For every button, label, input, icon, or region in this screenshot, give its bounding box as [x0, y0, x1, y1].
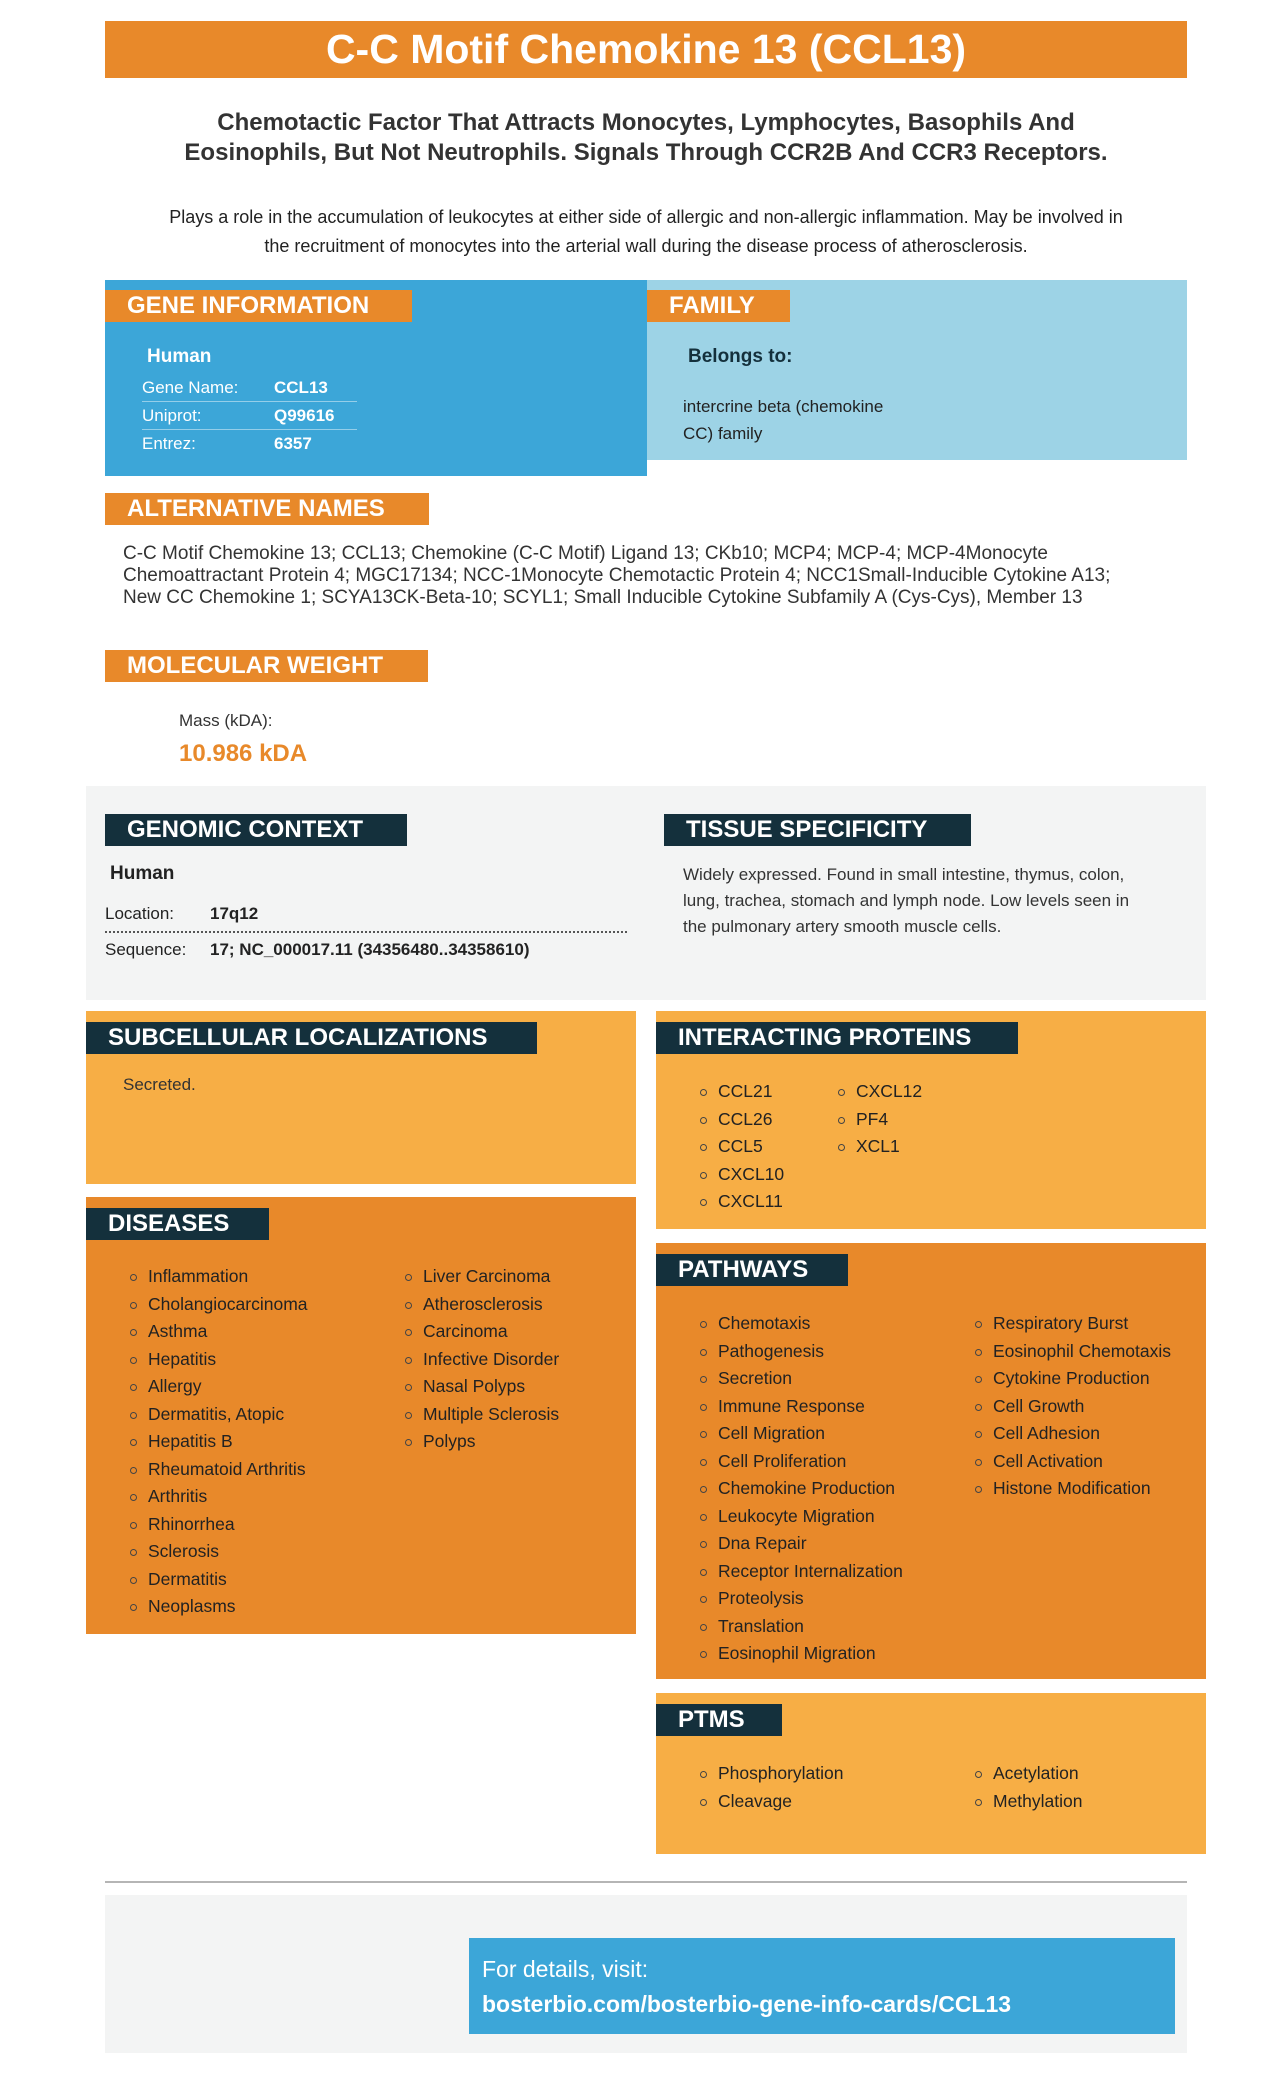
page-title: C-C Motif Chemokine 13 (CCL13) — [105, 21, 1187, 78]
list-item: Neoplasms — [128, 1593, 308, 1621]
list-item: Dermatitis — [128, 1566, 308, 1594]
list-item: Atherosclerosis — [403, 1291, 559, 1319]
genomic-sequence-label: Sequence: — [105, 940, 187, 959]
family-value-line-2: CC) family — [683, 424, 763, 443]
gene-table — [142, 374, 357, 457]
list-item: Rheumatoid Arthritis — [128, 1456, 308, 1484]
list-item: Pathogenesis — [698, 1338, 903, 1366]
alternative-names-line-3: New CC Chemokine 1; SCYA13CK-Beta-10; SCYL1; Small Inducible Cytokine Subfamily A (Cys-Cys), Member 13 — [123, 587, 1083, 608]
ptms-heading: PTMS — [656, 1704, 782, 1736]
list-item: Inflammation — [128, 1263, 308, 1291]
genomic-sequence-row — [105, 935, 530, 965]
tissue-specificity-text — [683, 862, 1129, 940]
list-item: Translation — [698, 1613, 903, 1641]
mass-label: Mass (kDA): — [179, 711, 273, 730]
list-item: Leukocyte Migration — [698, 1503, 903, 1531]
intro-text — [140, 203, 1152, 261]
list-item: Dermatitis, Atopic — [128, 1401, 308, 1429]
list-item: Carcinoma — [403, 1318, 559, 1346]
tissue-line-3: the pulmonary artery smooth muscle cells. — [683, 917, 1002, 936]
family-value-line-1: intercrine beta (chemokine — [683, 397, 884, 416]
gene-value: CCL13 — [274, 378, 328, 397]
list-item: Cleavage — [698, 1788, 844, 1816]
gene-key: Entrez: — [142, 434, 196, 453]
diseases-list-1 — [128, 1263, 308, 1621]
subcellular-heading: SUBCELLULAR LOCALIZATIONS — [86, 1022, 537, 1054]
gene-species: Human — [147, 346, 212, 367]
subtitle-line-2: Eosinophils, But Not Neutrophils. Signals Through CCR2B And CCR3 Receptors. — [184, 139, 1108, 166]
gene-information-heading: GENE INFORMATION — [105, 290, 412, 322]
list-item: Phosphorylation — [698, 1760, 844, 1788]
genomic-context-heading: GENOMIC CONTEXT — [105, 814, 407, 846]
ptms-list-1 — [698, 1760, 844, 1815]
list-item: XCL1 — [836, 1133, 922, 1161]
list-item: CCL21 — [698, 1078, 784, 1106]
footer-divider — [105, 1881, 1187, 1883]
genomic-sequence-value: 17; NC_000017.11 (34356480..34358610) — [210, 940, 530, 959]
list-item: CXCL11 — [698, 1188, 784, 1216]
gene-key: Gene Name: — [142, 378, 239, 397]
list-item: Respiratory Burst — [973, 1310, 1171, 1338]
list-item: Liver Carcinoma — [403, 1263, 559, 1291]
tissue-line-1: Widely expressed. Found in small intestine, thymus, colon, — [683, 865, 1125, 884]
mass-value: 10.986 kDA — [179, 740, 308, 767]
alternative-names-line-1: C-C Motif Chemokine 13; CCL13; Chemokine (C-C Motif) Ligand 13; CKb10; MCP4; MCP-4; MCP-4Monocyte — [123, 543, 1048, 564]
list-item: Sclerosis — [128, 1538, 308, 1566]
diseases-list-2 — [403, 1263, 559, 1456]
list-item: Secretion — [698, 1365, 903, 1393]
list-item: Dna Repair — [698, 1530, 903, 1558]
list-item: Cell Activation — [973, 1448, 1171, 1476]
genomic-location-label: Location: — [105, 904, 174, 923]
list-item: Receptor Internalization — [698, 1558, 903, 1586]
list-item: Cell Adhesion — [973, 1420, 1171, 1448]
list-item: Polyps — [403, 1428, 559, 1456]
subtitle — [105, 108, 1187, 168]
interacting-proteins-list-2 — [836, 1078, 922, 1161]
subcellular-text: Secreted. — [123, 1075, 196, 1094]
list-item: Cytokine Production — [973, 1365, 1171, 1393]
footer-url-link[interactable]: bosterbio.com/bosterbio-gene-info-cards/CCL13 — [482, 1991, 1012, 2017]
gene-row — [142, 430, 357, 457]
list-item: CXCL12 — [836, 1078, 922, 1106]
list-item: Cell Proliferation — [698, 1448, 903, 1476]
genomic-location-value: 17q12 — [210, 904, 259, 923]
intro-line-1: Plays a role in the accumulation of leukocytes at either side of allergic and non-allergic inflammation. May be involved in — [169, 207, 1123, 227]
list-item: CCL5 — [698, 1133, 784, 1161]
list-item: Hepatitis B — [128, 1428, 308, 1456]
gene-value: Q99616 — [274, 406, 335, 425]
ptms-list-2 — [973, 1760, 1083, 1815]
diseases-heading: DISEASES — [86, 1208, 269, 1240]
list-item: Eosinophil Chemotaxis — [973, 1338, 1171, 1366]
list-item: Nasal Polyps — [403, 1373, 559, 1401]
family-value — [683, 393, 883, 447]
tissue-specificity-heading: TISSUE SPECIFICITY — [664, 814, 971, 846]
pathways-list-2 — [973, 1310, 1171, 1503]
list-item: Rhinorrhea — [128, 1511, 308, 1539]
interacting-proteins-list-1 — [698, 1078, 784, 1216]
list-item: Asthma — [128, 1318, 308, 1346]
subtitle-line-1: Chemotactic Factor That Attracts Monocytes, Lymphocytes, Basophils And — [217, 109, 1075, 136]
family-heading: FAMILY — [647, 290, 790, 322]
pathways-list-1 — [698, 1310, 903, 1668]
list-item: Immune Response — [698, 1393, 903, 1421]
gene-value: 6357 — [274, 434, 312, 453]
pathways-heading: PATHWAYS — [656, 1254, 848, 1286]
list-item: Chemokine Production — [698, 1475, 903, 1503]
genomic-location-row — [105, 899, 627, 933]
alternative-names-line-2: Chemoattractant Protein 4; MGC17134; NCC-1Monocyte Chemotactic Protein 4; NCC1Small-Inducible Cytokine A13; — [123, 565, 1111, 586]
list-item: Proteolysis — [698, 1585, 903, 1613]
list-item: Cholangiocarcinoma — [128, 1291, 308, 1319]
list-item: Infective Disorder — [403, 1346, 559, 1374]
molecular-weight-heading: MOLECULAR WEIGHT — [105, 650, 428, 682]
gene-key: Uniprot: — [142, 406, 202, 425]
alternative-names-text — [123, 543, 1183, 609]
gene-row — [142, 374, 357, 402]
list-item: Methylation — [973, 1788, 1083, 1816]
list-item: CXCL10 — [698, 1161, 784, 1189]
list-item: Multiple Sclerosis — [403, 1401, 559, 1429]
footer-link-box[interactable] — [469, 1938, 1175, 2034]
list-item: CCL26 — [698, 1106, 784, 1134]
list-item: Chemotaxis — [698, 1310, 903, 1338]
footer-label: For details, visit: — [482, 1956, 649, 1982]
interacting-proteins-heading: INTERACTING PROTEINS — [656, 1022, 1018, 1054]
list-item: Cell Migration — [698, 1420, 903, 1448]
list-item: Acetylation — [973, 1760, 1083, 1788]
list-item: Eosinophil Migration — [698, 1640, 903, 1668]
family-belongs-label: Belongs to: — [688, 346, 793, 367]
intro-line-2: the recruitment of monocytes into the arterial wall during the disease process of atherosclerosis. — [264, 236, 1028, 256]
genomic-species: Human — [110, 863, 175, 884]
list-item: Arthritis — [128, 1483, 308, 1511]
alternative-names-heading: ALTERNATIVE NAMES — [105, 493, 429, 525]
list-item: Hepatitis — [128, 1346, 308, 1374]
list-item: PF4 — [836, 1106, 922, 1134]
list-item: Cell Growth — [973, 1393, 1171, 1421]
list-item: Allergy — [128, 1373, 308, 1401]
gene-row — [142, 402, 357, 430]
tissue-line-2: lung, trachea, stomach and lymph node. Low levels seen in — [683, 891, 1130, 910]
list-item: Histone Modification — [973, 1475, 1171, 1503]
